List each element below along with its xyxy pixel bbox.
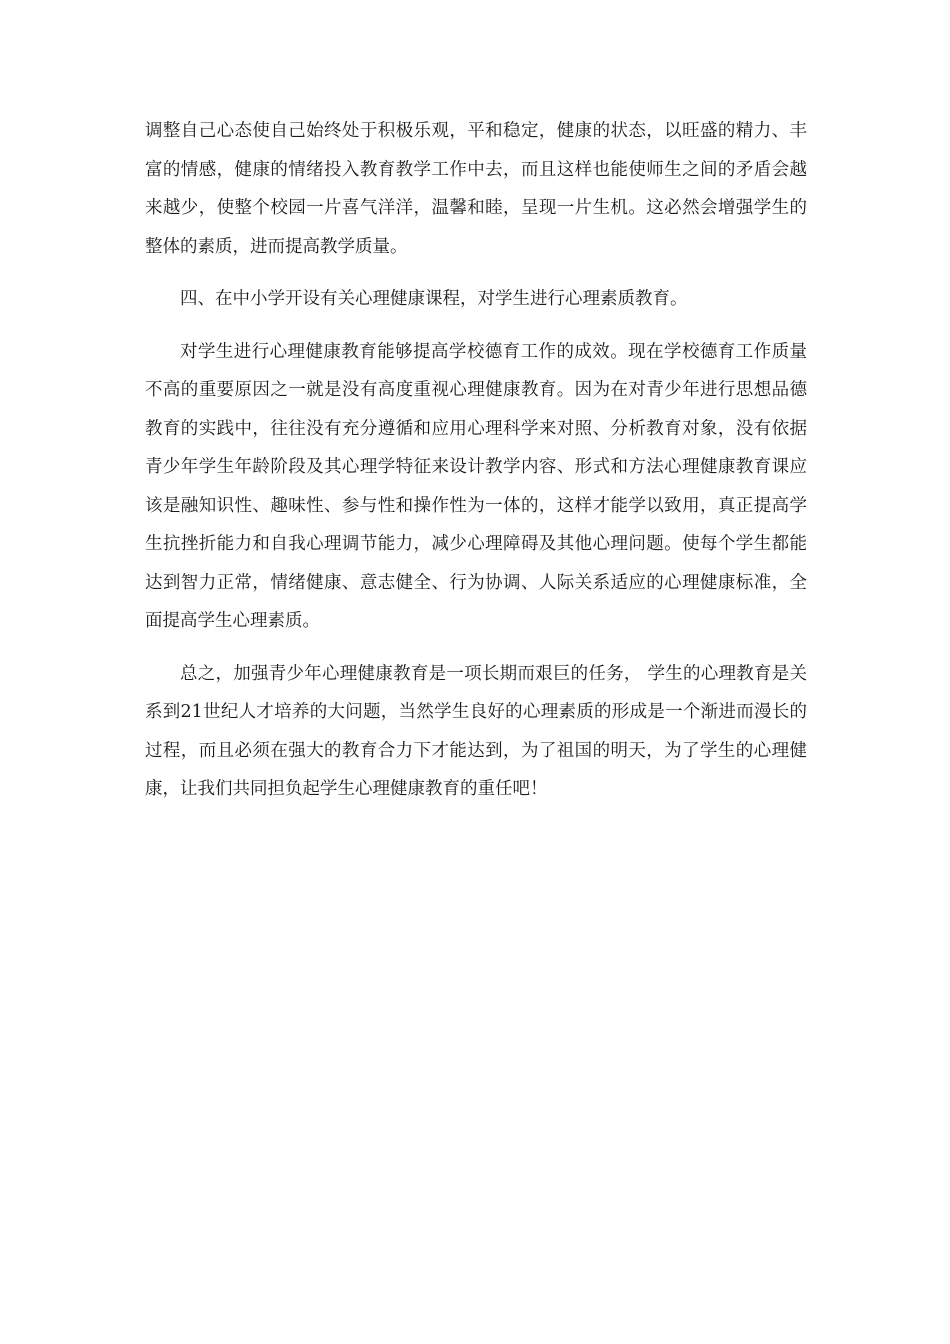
section-heading-four: 四、在中小学开设有关心理健康课程，对学生进行心理素质教育。 (180, 289, 688, 309)
paragraph-conclusion: 总之，加强青少年心理健康教育是一项长期而艰巨的任务， 学生的心理教育是关系到21世纪人才培养的大问题，当然学生良好的心理素质的形成是一个渐进而漫长的过程，而且必须在强大的教育合力下才能达到，为了祖国的明天，为了学生的心理健康，让我们共同担负起学生心理健康教育的重任吧！ (145, 663, 807, 799)
paragraph-mental-health-course: 对学生进行心理健康教育能够提高学校德育工作的成效。现在学校德育工作质量不高的重要原因之一就是没有高度重视心理健康教育。因为在对青少年进行思想品德教育的实践中，往往没有充分遵循和应用心理科学来对照、分析教育对象，没有依据青少年学生年龄阶段及其心理学特征来设计教学内容、形式和方法心理健康教育课应该是融知识性、趣味性、参与性和操作性为一体的，这样才能学以致用，真正提高学生抗挫折能力和自我心理调节能力，减少心理障碍及其他心理问题。使每个学生都能达到智力正常，情绪健康、意志健全、行为协调、人际关系适应的心理健康标准，全面提高学生心理素质。 (145, 341, 807, 631)
document-body (145, 112, 807, 823)
paragraph-continuation: 调整自己心态使自己始终处于积极乐观，平和稳定，健康的状态，以旺盛的精力、丰富的情感，健康的情绪投入教育教学工作中去，而且这样也能使师生之间的矛盾会越来越少，使整个校园一片喜气洋洋，温馨和睦，呈现一片生机。这必然会增强学生的整体的素质，进而提高教学质量。 (145, 121, 807, 257)
